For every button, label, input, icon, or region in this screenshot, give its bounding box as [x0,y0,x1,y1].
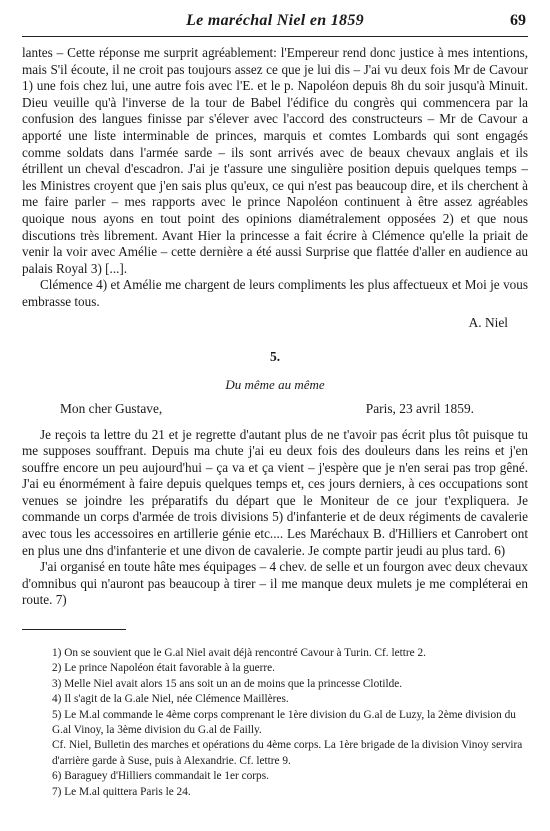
salutation: Mon cher Gustave, [60,400,163,416]
footnote-5: 5) Le M.al commande le 4ème corps comprenant le 1ère division du G.al de Luzy, la 2ème division du G.al Vinoy, la 3ème division du G.al de Failly. [52,708,516,737]
footnote-4: 4) Il s'agit de la G.ale Niel, née Clémence Maillères. [52,693,289,706]
letter4-paragraph-2: Clémence 4) et Amélie me chargent de leurs compliments les plus affectueux et Moi je vous embrasse tous. [22,277,528,309]
footnote-2: 2) Le prince Napoléon était favorable à la guerre. [52,662,275,675]
footnote-rule [22,629,126,630]
page [22,10,528,800]
footnotes [22,646,528,800]
footnote-5-continued: Cf. Niel, Bulletin des marches et opérations du 4ème corps. La 1ère brigade de la division Vinoy servira d'arrière garde à Suse, puis à Alexandrie. Cf. lettre 9. [52,739,523,767]
letter-subtitle: Du même au même [225,376,325,392]
footnote-3: 3) Melle Niel avait alors 15 ans soit un an de moins que la princesse Clotilde. [52,677,403,690]
footnote-7: 7) Le M.al quittera Paris le 24. [52,785,191,798]
letter-number: 5. [269,348,281,364]
footnote-6: 6) Baraguey d'Hilliers commandait le 1er corps. [52,770,269,783]
letter5-paragraph-2: J'ai organisé en toute hâte mes équipages – 4 chev. de selle et un fourgon avec deux chevaux d'omnibus qui n'auront pas beaucoup à tirer – il me manque deux mulets je me compléterai en route. 7) [22,559,528,608]
footnote-1: 1) On se souvient que le G.al Niel avait déjà rencontré Cavour à Turin. Cf. lettre 2. [52,647,426,660]
signature: A. Niel [468,314,508,330]
salutation-row [22,401,528,417]
letter5-paragraph-1: Je reçois ta lettre du 21 et je regrette d'autant plus de ne t'avoir pas écrit plus tôt puisque tu me supposes souffrant. Depuis ma chute j'ai eu deux fois des douleurs dans les reins et j'en souffre encore un peu aujourd'hui – ça va et ça vient – j'espère que je n'en serai pas trop gêné. J'ai eu énormément à faire depuis quelques temps et, ces jours derniers, à ces occupations sont venues se joindre les préparatifs du départ que le Moniteur de ce jour t'expliquera. Je commande un corps d'armée de trois divisions 5) d'infanterie et de deux régiments de cavalerie avec tous les accessoires en artillerie génie etc.... Les Maréchaux B. d'Hilliers et Canrobert ont en plus une dns d'infanterie et une divon de cavalerie. Je compte partir jeudi au plus tard. 6) [22,426,528,558]
page-number: 69 [510,12,526,29]
dateline: Paris, 23 avril 1859. [365,400,474,416]
letter4-paragraph-1: lantes – Cette réponse me surprit agréablement: l'Empereur rend donc justice à mes intentions, mais S'il écoute, il ne croit pas toujours assez ce que je lui dis – J'ai vu deux fois Mr de Cavour 1) une fois chez lui, une autre fois avec l'E. et le p. Napoléon depuis 8h du soir jusqu'à Minuit. Dieu veuille qu'à l'inverse de la tour de Babel l'édifice du congrès qui commencera par la confusion des langues finisse par s'élever avec l'accord des constructeurs – Mr de Cavour a apporté une liste interminable de princes, marquis et comtes Lombards qui sont engagés comme soldats dans l'armée sarde – ils sont arrivés avec de beaux chevaux anglais et ils étrillent un cheval d'escadron. J'ai je t'assure une singulière position depuis quelques temps – les Ministres croyent que j'en sais plus qu'eux, ce qui n'est pas beaucoup dire, et ils cherchent à me faire parler – mes rapports avec le prince Napoléon continuent à être assez agréables quoique nous ayons en tout point des opinions diamétralement opposées 2) et que nous discutions très librement. Avant Hier la princesse a fait écrire à Clémence qu'elle la priait de venir la voir avec Amélie – cette dernière a été aussi Surprise que flattée d'aller en audience au palais Royal 3) [...]. [22,45,528,276]
running-header [22,10,528,37]
running-title: Le maréchal Niel en 1859 [186,12,364,29]
